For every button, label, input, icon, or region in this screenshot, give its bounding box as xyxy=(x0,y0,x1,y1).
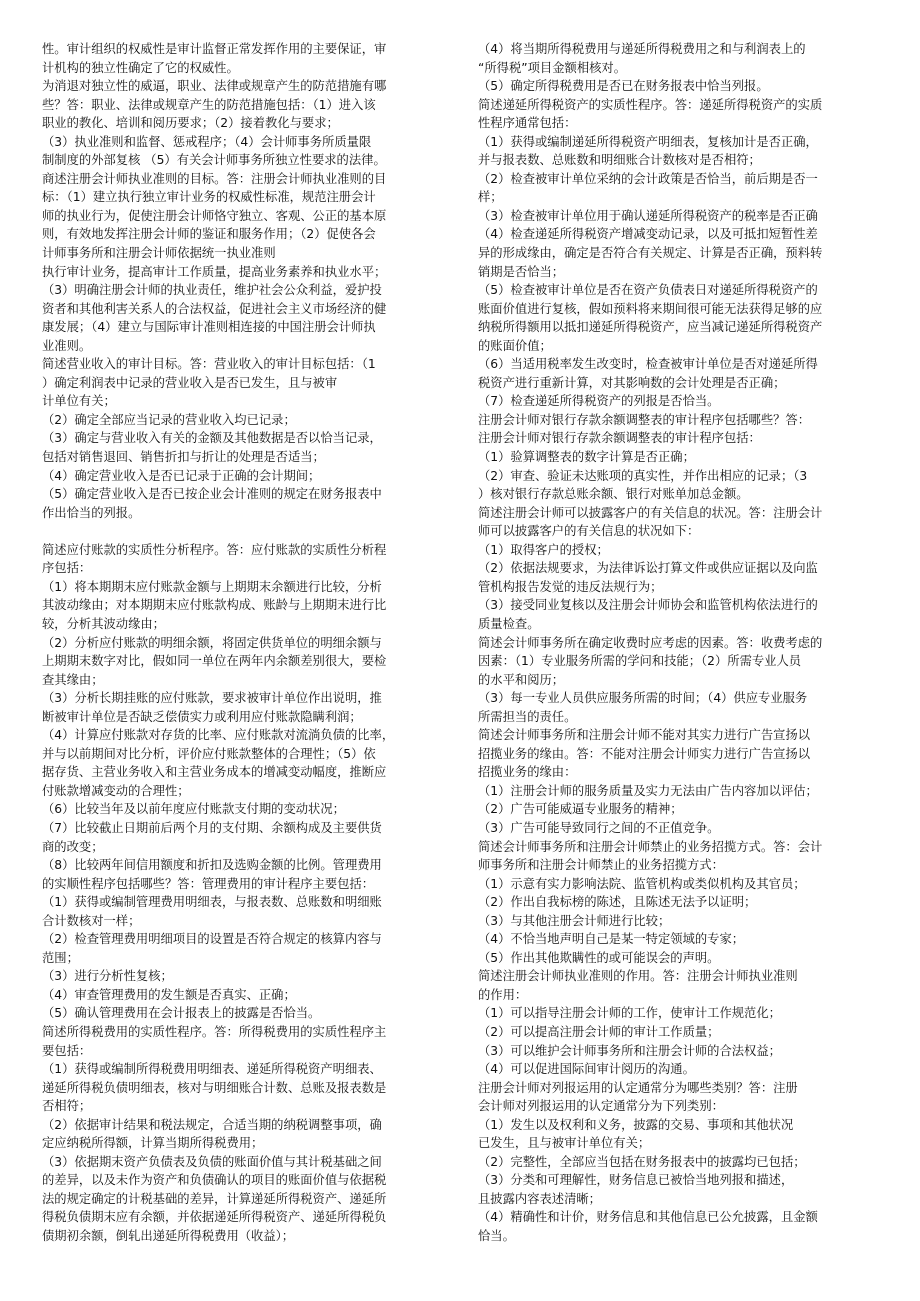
text-line: 会计师对列报运用的认定通常分为下列类别： xyxy=(478,1099,724,1114)
text-line: 管机构报告发觉的违反法规行为； xyxy=(478,579,663,594)
text-line: （3）检查被审计单位用于确认递延所得税资产的税率是否正确 xyxy=(478,208,818,223)
text-line: 简述应付账款的实质性分析程序。答：应付账款的实质性分析程 xyxy=(42,542,387,557)
text-line: （2）依据法规要求，为法律诉讼打算文件或供应证据以及向监 xyxy=(478,561,818,576)
text-line: 性。审计组织的权威性是审计监督正常发挥作用的主要保证，审 xyxy=(42,42,387,56)
text-line: 账面价值进行复核，假如预料将来期间很可能无法获得足够的应 xyxy=(478,301,823,316)
text-line: （4）检查递延所得税资产增减变动记录，以及可抵扣短暂性差 xyxy=(478,227,818,242)
text-line: （2）检查管理费用明细项目的设置是否符合规定的核算内容与 xyxy=(42,932,382,947)
text-line: 康发展；（4）建立与国际审计准则相连接的中国注册会计师执 xyxy=(42,320,376,335)
text-line: （3）与其他注册会计师进行比较； xyxy=(478,913,671,928)
text-line: （2）检查被审计单位采纳的会计政策是否恰当，前后期是否一 xyxy=(478,171,818,186)
text-line: 合计数核对一样； xyxy=(42,913,141,928)
text-line: 且披露内容表述清晰； xyxy=(478,1191,601,1206)
text-line: 简述会计师事务所和注册会计师禁止的业务招揽方式。答：会计 xyxy=(478,839,823,854)
text-line: 简述注册会计师执业准则的作用。答：注册会计师执业准则 xyxy=(478,969,798,984)
text-line: （1）发生以及权利和义务，披露的交易、事项和其他状况 xyxy=(478,1117,794,1132)
text-line: 业准则。 xyxy=(42,338,92,353)
text-line: （3）广告可能导致同行之间的不正值竞争。 xyxy=(478,820,720,835)
text-line: 为消退对独立性的威逼，职业、法律或规章产生的防范措施有哪 xyxy=(42,79,387,94)
text-line: 简述营业收入的审计目标。答：营业收入的审计目标包括：（1 xyxy=(42,357,376,372)
text-line: 查其缘由； xyxy=(42,672,104,687)
text-line: （3）接受同业复核以及注册会计师协会和监管机构依法进行的 xyxy=(478,598,818,613)
text-line: 作出恰当的列报。 xyxy=(42,505,141,520)
text-line: 的水平和阅历； xyxy=(478,672,565,687)
text-line: （6）当适用税率发生改变时，检查被审计单位是否对递延所得 xyxy=(478,357,818,372)
text-line: 断被审计单位是否缺乏偿债实力或利用应付账款隐瞒利润； xyxy=(42,709,362,724)
text-line: 商的改变； xyxy=(42,839,104,854)
text-line: （8）比较两年间信用额度和折扣及选购金额的比例。管理费用 xyxy=(42,858,382,873)
text-line: （3）明确注册会计师的执业责任，维护社会公众利益，爱护投 xyxy=(42,283,382,298)
text-line: 已发生，且与被审计单位有关； xyxy=(478,1136,651,1151)
text-line: 商述注册会计师执业准则的目标。答：注册会计师执业准则的目 xyxy=(42,171,387,186)
text-line: 注册会计师对列报运用的认定通常分为哪些类别？答：注册 xyxy=(478,1080,798,1095)
text-line: （5）检查被审计单位是否在资产负债表日对递延所得税资产的 xyxy=(478,283,818,298)
text-line: ）确定利润表中记录的营业收入是否已发生，且与被审 xyxy=(42,375,338,390)
text-line: 简述注册会计师可以披露客户的有关信息的状况。答：注册会计 xyxy=(478,505,823,520)
text-line: 法的规定确定的计税基础的差异，计算递延所得税资产、递延所 xyxy=(42,1191,387,1206)
text-line: 因素：（1）专业服务所需的学问和技能；（2）所需专业人员 xyxy=(478,654,802,669)
text-line: 递延所得税负债明细表，核对与明细账合计数、总账及报表数是 xyxy=(42,1080,387,1095)
text-line: 的实顺性程序包括哪些？答：管理费用的审计程序主要包括： xyxy=(42,876,375,891)
text-line: （1）验算调整表的数字计算是否正确； xyxy=(478,450,695,465)
text-line: 注册会计师对银行存款余额调整表的审计程序包括哪些？答： xyxy=(478,412,811,427)
text-line: （1）获得或编制管理费用明细表，与报表数、总账数和明细账 xyxy=(42,895,382,910)
text-line: 执行审计业务，提高审计工作质量，提高业务素养和执业水平； xyxy=(42,264,387,279)
text-line: 简述会计师事务所在确定收费时应考虑的因素。答：收费考虑的 xyxy=(478,635,823,650)
text-line: 的作用： xyxy=(478,987,528,1002)
text-line: （4）确定营业收入是否已记录于正确的会计期间； xyxy=(42,468,321,483)
text-line: 税资产进行重新计算，对其影响数的会计处理是否正确； xyxy=(478,375,786,390)
text-line: 简述所得税费用的实质性程序。答：所得税费用的实质性程序主 xyxy=(42,1024,387,1039)
text-line: 包括对销售退回、销售折扣与折让的处理是否适当； xyxy=(42,450,325,465)
text-line: 并与报表数、总账数和明细账合计数核对是否相符； xyxy=(478,153,761,168)
text-line: 计师事务所和注册会计师依据统一执业准则 xyxy=(42,246,276,261)
text-line: （1）示意有实力影响法院、监管机构或类似机构及其官员； xyxy=(478,876,806,891)
text-line: 简述递延所得税资产的实质性程序。答：递延所得税资产的实质 xyxy=(478,97,823,112)
text-line: 较，分析其波动缘由； xyxy=(42,616,165,631)
text-line: 销期是否恰当； xyxy=(478,264,565,279)
text-line: （4）不恰当地声明自己是某一特定领域的专家； xyxy=(478,932,745,947)
text-line: ）核对银行存款总账余额、银行对账单加总金额。 xyxy=(478,487,749,502)
text-line: 其波动缘由；对本期期末应付账款构成、账龄与上期期末进行比 xyxy=(42,598,387,613)
text-line: （2）分析应付账款的明细余额，将固定供货单位的明细余额与 xyxy=(42,635,382,650)
text-line: 所需担当的责任。 xyxy=(478,709,577,724)
text-line: （2）广告可能威逼专业服务的精神； xyxy=(478,802,683,817)
text-line: （2）确定全部应当记录的营业收入均已记录； xyxy=(42,412,296,427)
text-line: 职业的教化、培训和阅历要求；（2）接着教化与要求； xyxy=(42,116,339,131)
text-line: 并与以前期间对比分析，评价应付账款整体的合理性；（5）依 xyxy=(42,746,376,761)
text-line: （3）进行分析性复核； xyxy=(42,969,173,984)
text-line: 序包括： xyxy=(42,561,92,576)
text-line: 定应纳税所得额，计算当期所得税费用； xyxy=(42,1136,264,1151)
text-line: 简述会计师事务所和注册会计师不能对其实力进行广告宣扬以 xyxy=(478,728,811,743)
text-line: 计机构的独立性确定了它的权威性。 xyxy=(42,60,239,75)
text-line: （1）获得或编制所得税费用明细表、递延所得税资产明细表、 xyxy=(42,1062,382,1077)
text-line: 招揽业务的缘由。答：不能对注册会计师实力进行广告宣扬以 xyxy=(478,746,811,761)
text-line: 恰当。 xyxy=(478,1229,515,1243)
text-line: （2）完整性，全部应当包括在财务报表中的披露均已包括； xyxy=(478,1154,806,1169)
text-line: 纳税所得额用以抵扣递延所得税资产，应当减记递延所得税资产 xyxy=(478,320,823,335)
text-line: 些？答：职业、法律或规章产生的防范措施包括：（1）进入该 xyxy=(42,97,376,112)
text-line: 注册会计师对银行存款余额调整表的审计程序包括： xyxy=(478,431,761,446)
text-line: （4）可以促进国际间审计阅历的沟通。 xyxy=(478,1062,695,1077)
text-line xyxy=(42,522,460,541)
text-line: （1）注册会计师的服务质量及实力无法由广告内容加以评估； xyxy=(478,783,818,798)
left-column xyxy=(42,40,460,1246)
text-line: 标：（1）建立执行独立审计业务的权威性标准，规范注册会计 xyxy=(42,190,376,205)
text-line: （2）依据审计结果和税法规定，合适当期的纳税调整事项，确 xyxy=(42,1117,382,1132)
text-line: 师事务所和注册会计师禁止的业务招揽方式： xyxy=(478,858,724,873)
text-line: 得税负债期末应有余额，并依据递延所得税资产、递延所得税负 xyxy=(42,1210,387,1225)
text-line: （7）比较截止日期前后两个月的支付期、余额构成及主要供货 xyxy=(42,820,382,835)
text-line: （2）审查、验证未达账项的真实性，并作出相应的记录；（3 xyxy=(478,468,808,483)
text-line: （3）每一专业人员供应服务所需的时间；（4）供应专业服务 xyxy=(478,691,808,706)
text-line: 否相符； xyxy=(42,1099,92,1114)
text-line: （3）依据期末资产负债表及负债的账面价值与其计税基础之间 xyxy=(42,1154,382,1169)
text-line: 上期期末数字对比，假如同一单位在两年内余额差别很大，要检 xyxy=(42,654,387,669)
text-line: 计单位有关； xyxy=(42,394,116,409)
text-line: 债期初余额，倒轧出递延所得税费用（收益）； xyxy=(42,1229,295,1243)
right-column xyxy=(478,40,880,1246)
text-line: （2）可以提高注册会计师的审计工作质量； xyxy=(478,1024,720,1039)
text-line: （7）检查递延所得税资产的列报是否恰当。 xyxy=(478,394,720,409)
text-line: 要包括： xyxy=(42,1043,92,1058)
text-line: （1）取得客户的授权； xyxy=(478,542,609,557)
text-line: （6）比较当年及以前年度应付账款支付期的变动状况； xyxy=(42,802,345,817)
text-line: （3）可以维护会计师事务所和注册会计师的合法权益； xyxy=(478,1043,781,1058)
text-line: （2）作出自我标榜的陈述，且陈述无法予以证明； xyxy=(478,895,757,910)
text-line: （5）确定所得税费用是否已在财务报表中恰当列报。 xyxy=(478,79,769,94)
text-line: （1）可以指导注册会计师的工作，使审计工作规范化； xyxy=(478,1006,781,1021)
text-line: 的账面价值； xyxy=(478,338,552,353)
text-line: （1）将本期期末应付账款金额与上期期末余额进行比较，分析 xyxy=(42,579,382,594)
text-line: （4）将当期所得税费用与递延所得税费用之和与利润表上的 xyxy=(478,42,806,56)
text-line: （5）作出其他欺瞒性的或可能误会的声明。 xyxy=(478,950,720,965)
text-line: 制制度的外部复核 （5）有关会计师事务所独立性要求的法律。 xyxy=(42,153,386,168)
text-line: （3）分析长期挂账的应付账款，要求被审计单位作出说明，推 xyxy=(42,691,382,706)
text-line: （5）确认管理费用在会计报表上的披露是否恰当。 xyxy=(42,1006,321,1021)
text-line: 招揽业务的缘由： xyxy=(478,765,577,780)
text-line: 异的形成缘由，确定是否符合有关规定、计算是否正确，预料转 xyxy=(478,246,823,261)
text-line: “所得税”项目金额相核对。 xyxy=(478,60,627,75)
text-line: （3）确定与营业收入有关的金额及其他数据是否以恰当记录， xyxy=(42,431,382,446)
text-line: 性程序通常包括： xyxy=(478,116,577,131)
text-line: 样； xyxy=(478,190,503,205)
text-line: 师的执业行为，促使注册会计师恪守独立、客观、公正的基本原 xyxy=(42,208,387,223)
text-line: 师可以披露客户的有关信息的状况如下： xyxy=(478,524,700,539)
text-line: （3）执业准则和监督、惩戒程序；（4）会计师事务所质量限 xyxy=(42,134,372,149)
text-line: （4）审查管理费用的发生额是否真实、正确； xyxy=(42,987,296,1002)
text-line: 据存货、主营业务收入和主营业务成本的增减变动幅度，推断应 xyxy=(42,765,387,780)
text-line: 的差异，以及未作为资产和负债确认的项目的账面价值与依据税 xyxy=(42,1173,387,1188)
text-line: 范围； xyxy=(42,950,79,965)
text-line: 资者和其他利害关系人的合法权益，促进社会主义市场经济的健 xyxy=(42,301,387,316)
text-line: 付账款增减变动的合理性； xyxy=(42,783,190,798)
text-line: 则，有效地发挥注册会计师的鉴证和服务作用；（2）促使各会 xyxy=(42,227,376,242)
text-line: 质量检查。 xyxy=(478,616,540,631)
text-line: （3）分类和可理解性，财务信息已被恰当地列报和描述， xyxy=(478,1173,794,1188)
text-line: （1）获得或编制递延所得税资产明细表，复核加计是否正确， xyxy=(478,134,818,149)
text-line: （5）确定营业收入是否已按企业会计准则的规定在财务报表中 xyxy=(42,487,382,502)
text-line: （4）计算应付账款对存货的比率、应付账款对流淌负债的比率， xyxy=(42,728,395,743)
text-line: （4）精确性和计价，财务信息和其他信息已公允披露，且金额 xyxy=(478,1210,818,1225)
